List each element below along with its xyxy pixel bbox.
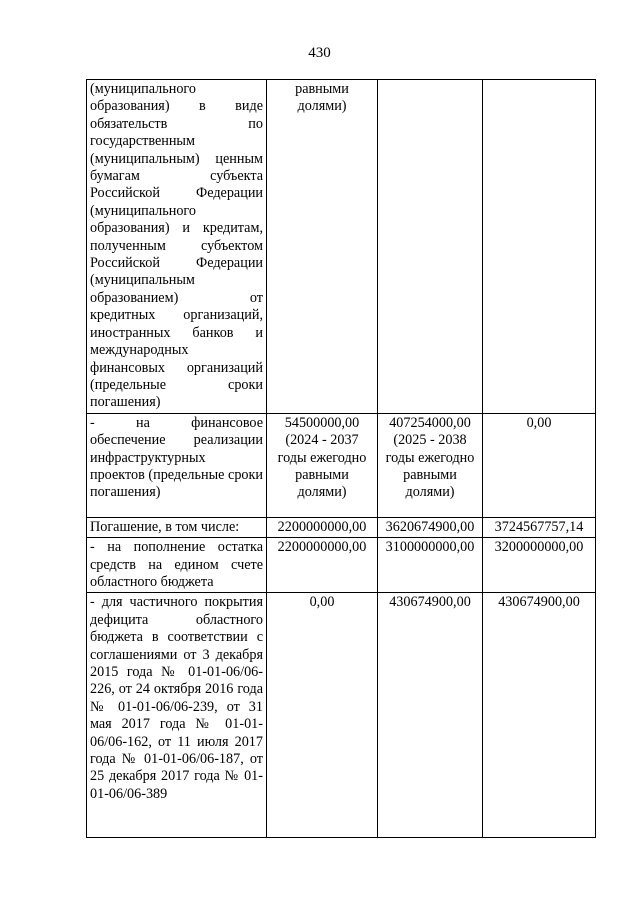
value-cell: 54500000,00 (2024 - 2037 годы ежегодно равными долями) <box>267 413 378 517</box>
table-row <box>87 413 596 517</box>
table-row <box>87 517 596 537</box>
table-row <box>87 593 596 838</box>
value-cell: 430674900,00 <box>378 593 483 838</box>
value-cell: 0,00 <box>483 413 596 517</box>
value-cell: 0,00 <box>267 593 378 838</box>
row-description: - для частичного покрытия дефицита областного бюджета в соответствии с соглашениями от 3 декабря 2015 года № 01-01-06/06-226, от 24 октября 2016 года № 01-01-06/06-239, от 31 мая 2017 года № 01-01-06/06-162, от 11 июля 2017 года № 01-01-06/06-187, от 25 декабря 2017 года № 01-01-06/06-389 <box>87 593 267 838</box>
value-cell: 2200000000,00 <box>267 517 378 537</box>
value-cell <box>483 80 596 414</box>
table-row <box>87 538 596 593</box>
value-cell: 3100000000,00 <box>378 538 483 593</box>
row-description: Погашение, в том числе: <box>87 517 267 537</box>
value-cell: 3200000000,00 <box>483 538 596 593</box>
budget-table <box>86 79 596 838</box>
value-cell: 3724567757,14 <box>483 517 596 537</box>
value-cell <box>378 80 483 414</box>
page-number: 430 <box>308 45 331 61</box>
row-description: - на пополнение остатка средств на едином счете областного бюджета <box>87 538 267 593</box>
value-cell: равными долями) <box>267 80 378 414</box>
value-cell: 3620674900,00 <box>378 517 483 537</box>
value-cell: 430674900,00 <box>483 593 596 838</box>
value-cell: 407254000,00 (2025 - 2038 годы ежегодно равными долями) <box>378 413 483 517</box>
table-row <box>87 80 596 414</box>
row-description: (муниципального образования) в виде обязательств по государственным (муниципальным) ценным бумагам субъекта Российской Федерации (муниципального образования) и кредитам, полученным субъектом Российской Федерации (муниципальным образованием) от кредитных организаций, иностранных банков и международных финансовых организаций (предельные сроки погашения) <box>87 80 267 414</box>
row-description: - на финансовое обеспечение реализации инфраструктурных проектов (предельные сроки погашения) <box>87 413 267 517</box>
value-cell: 2200000000,00 <box>267 538 378 593</box>
